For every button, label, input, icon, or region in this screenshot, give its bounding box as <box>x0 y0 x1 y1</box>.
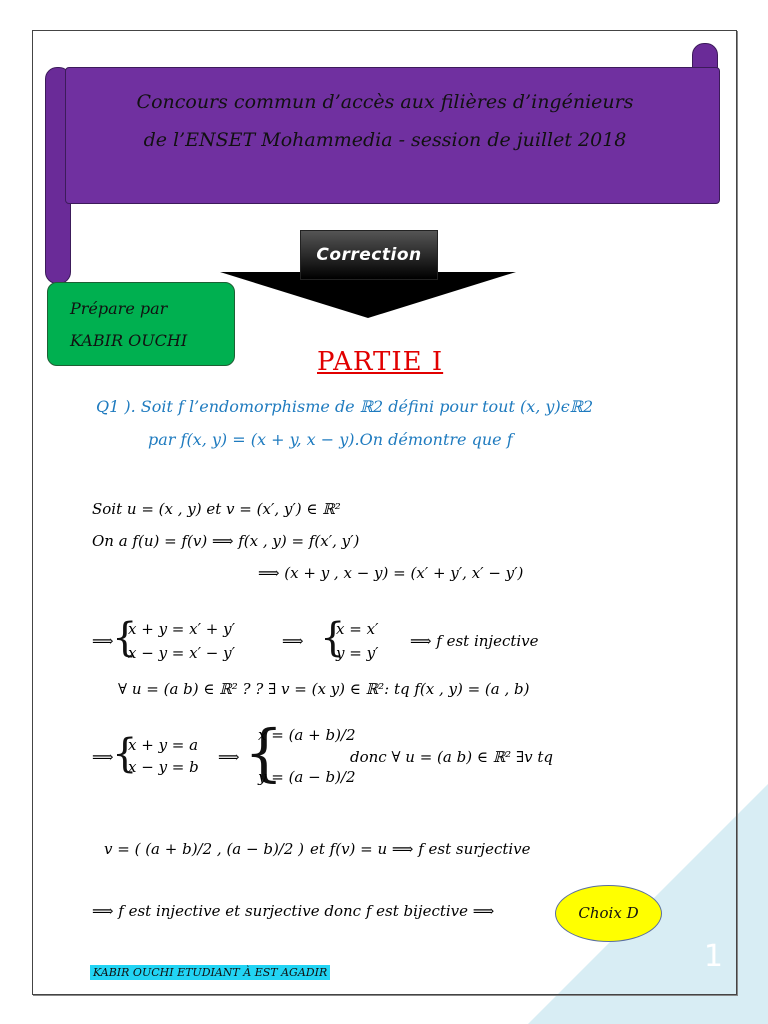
correction-badge <box>220 230 516 320</box>
system-eq: x + y = x′ + y′ <box>128 620 235 638</box>
correction-label: Correction <box>316 245 422 265</box>
prepared-by-label: Prépare par <box>70 299 168 318</box>
implies-symbol: ⟹ <box>92 632 114 650</box>
system-eq: x = (a + b)/2 <box>258 726 356 744</box>
system-brace: { <box>244 716 284 789</box>
answer-label: Choix D <box>578 904 639 922</box>
question-line2: par f(x, y) = (x + y, x − y).On démontre que f <box>148 430 513 449</box>
implies-symbol: ⟹ <box>282 632 304 650</box>
proof-line: ⟹ (x + y , x − y) = (x′ + y′, x′ − y′) <box>258 564 524 582</box>
proof-conclusion: et f(v) = u ⟹ f est surjective <box>310 840 531 858</box>
system-brace: { <box>112 615 138 661</box>
answer-bubble <box>555 885 662 942</box>
author-box <box>47 282 235 366</box>
banner-title-line2: de l’ENSET Mohammedia - session de juillet 2018 <box>143 129 627 151</box>
system-eq: x = x′ <box>336 620 379 638</box>
system-eq: y = y′ <box>336 644 379 662</box>
final-conclusion: ⟹ f est injective et surjective donc f est bijective ⟹ <box>92 902 495 920</box>
page-number: 1 <box>703 939 723 974</box>
vector-v: v = ( (a + b)/2 , (a − b)/2 ) <box>104 840 305 858</box>
section-title: PARTIE I <box>317 347 444 377</box>
question-line1: Q1 ). Soit f l’endomorphisme de ℝ2 défini pour tout (x, y)ϵℝ2 <box>96 397 594 416</box>
author-name: KABIR OUCHI <box>70 331 188 350</box>
system-eq: x − y = b <box>128 758 199 776</box>
proof-line: donc ∀ u = (a b) ∈ ℝ² ∃v tq <box>350 748 553 766</box>
system-eq: y = (a − b)/2 <box>258 768 356 786</box>
correction-box <box>300 230 438 280</box>
system-eq: x + y = a <box>128 736 199 754</box>
proof-conclusion: ⟹ f est injective <box>410 632 539 650</box>
system-eq: x − y = x′ − y′ <box>128 644 235 662</box>
proof-line: Soit u = (x , y) et v = (x′, y′) ∈ ℝ² <box>92 500 341 518</box>
banner-title-line1: Concours commun d’accès aux filières d’ingénieurs <box>136 91 634 113</box>
system-brace: { <box>112 731 138 777</box>
proof-line: On a f(u) = f(v) ⟹ f(x , y) = f(x′, y′) <box>92 532 360 550</box>
footer-author: KABIR OUCHI ETUDIANT À EST AGADIR <box>90 965 330 980</box>
implies-symbol: ⟹ <box>92 748 114 766</box>
implies-symbol: ⟹ <box>218 748 240 766</box>
proof-line: ∀ u = (a b) ∈ ℝ² ? ? ∃ v = (x y) ∈ ℝ²: tq f(x , y) = (a , b) <box>118 680 530 698</box>
title-banner <box>45 55 718 205</box>
system-brace: { <box>320 615 346 661</box>
